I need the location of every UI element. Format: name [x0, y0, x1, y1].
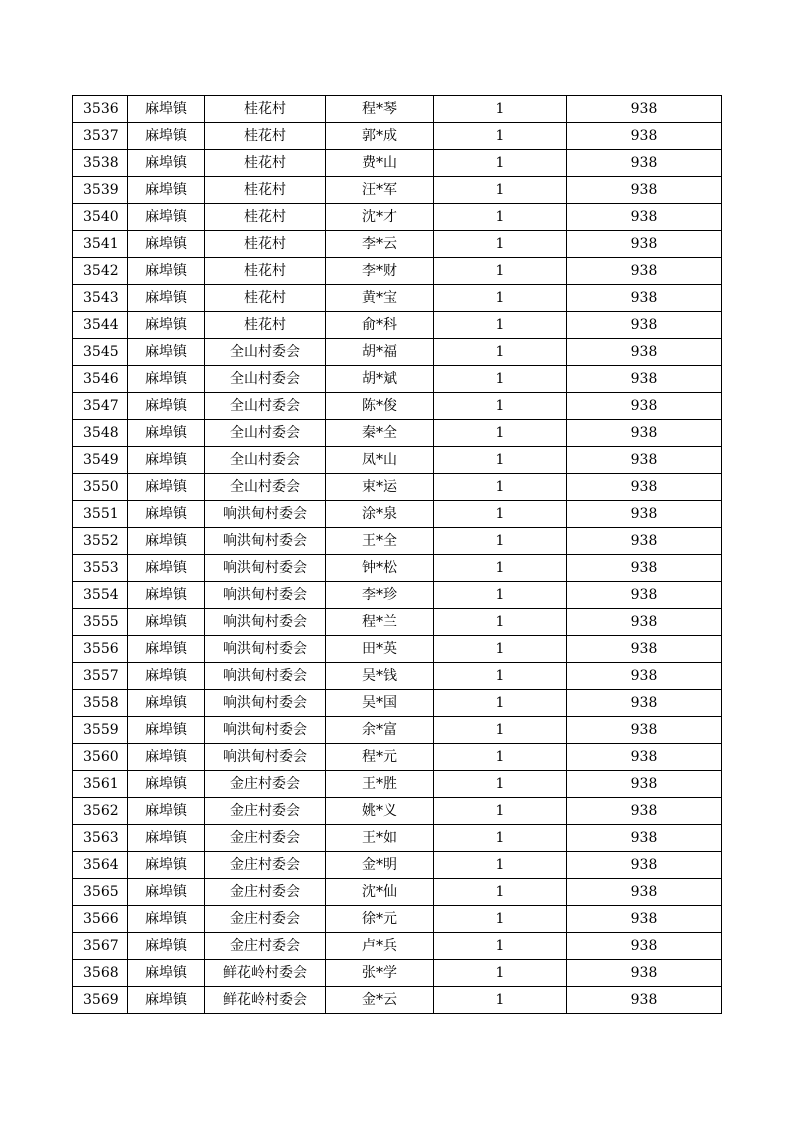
amount-cell: 938 — [567, 582, 722, 609]
roster-table — [72, 95, 722, 1014]
village-cell: 桂花村 — [205, 96, 326, 123]
table-row — [73, 717, 722, 744]
table-row — [73, 393, 722, 420]
row-number-cell: 3556 — [73, 636, 128, 663]
count-cell: 1 — [434, 879, 567, 906]
town-cell: 麻埠镇 — [128, 879, 205, 906]
row-number-cell: 3568 — [73, 960, 128, 987]
amount-cell: 938 — [567, 987, 722, 1014]
town-cell: 麻埠镇 — [128, 231, 205, 258]
village-cell: 桂花村 — [205, 204, 326, 231]
name-cell: 涂*泉 — [326, 501, 434, 528]
town-cell: 麻埠镇 — [128, 366, 205, 393]
row-number-cell: 3546 — [73, 366, 128, 393]
row-number-cell: 3565 — [73, 879, 128, 906]
count-cell: 1 — [434, 474, 567, 501]
amount-cell: 938 — [567, 906, 722, 933]
village-cell: 响洪甸村委会 — [205, 582, 326, 609]
village-cell: 桂花村 — [205, 231, 326, 258]
count-cell: 1 — [434, 852, 567, 879]
row-number-cell: 3539 — [73, 177, 128, 204]
name-cell: 徐*元 — [326, 906, 434, 933]
count-cell: 1 — [434, 771, 567, 798]
village-cell: 金庄村委会 — [205, 771, 326, 798]
town-cell: 麻埠镇 — [128, 123, 205, 150]
row-number-cell: 3543 — [73, 285, 128, 312]
name-cell: 钟*松 — [326, 555, 434, 582]
village-cell: 鲜花岭村委会 — [205, 960, 326, 987]
count-cell: 1 — [434, 582, 567, 609]
town-cell: 麻埠镇 — [128, 690, 205, 717]
village-cell: 全山村委会 — [205, 339, 326, 366]
village-cell: 桂花村 — [205, 150, 326, 177]
village-cell: 响洪甸村委会 — [205, 636, 326, 663]
amount-cell: 938 — [567, 447, 722, 474]
name-cell: 张*学 — [326, 960, 434, 987]
table-row — [73, 555, 722, 582]
row-number-cell: 3559 — [73, 717, 128, 744]
town-cell: 麻埠镇 — [128, 312, 205, 339]
count-cell: 1 — [434, 825, 567, 852]
row-number-cell: 3537 — [73, 123, 128, 150]
row-number-cell: 3562 — [73, 798, 128, 825]
town-cell: 麻埠镇 — [128, 150, 205, 177]
table-row — [73, 96, 722, 123]
count-cell: 1 — [434, 231, 567, 258]
count-cell: 1 — [434, 717, 567, 744]
count-cell: 1 — [434, 258, 567, 285]
town-cell: 麻埠镇 — [128, 987, 205, 1014]
amount-cell: 938 — [567, 339, 722, 366]
amount-cell: 938 — [567, 717, 722, 744]
amount-cell: 938 — [567, 879, 722, 906]
name-cell: 金*明 — [326, 852, 434, 879]
amount-cell: 938 — [567, 96, 722, 123]
count-cell: 1 — [434, 690, 567, 717]
amount-cell: 938 — [567, 744, 722, 771]
name-cell: 吴*钱 — [326, 663, 434, 690]
village-cell: 响洪甸村委会 — [205, 528, 326, 555]
name-cell: 程*琴 — [326, 96, 434, 123]
village-cell: 桂花村 — [205, 123, 326, 150]
count-cell: 1 — [434, 447, 567, 474]
row-number-cell: 3561 — [73, 771, 128, 798]
town-cell: 麻埠镇 — [128, 744, 205, 771]
village-cell: 全山村委会 — [205, 474, 326, 501]
count-cell: 1 — [434, 177, 567, 204]
village-cell: 响洪甸村委会 — [205, 501, 326, 528]
village-cell: 响洪甸村委会 — [205, 555, 326, 582]
amount-cell: 938 — [567, 501, 722, 528]
name-cell: 程*元 — [326, 744, 434, 771]
village-cell: 全山村委会 — [205, 447, 326, 474]
name-cell: 姚*义 — [326, 798, 434, 825]
table-row — [73, 150, 722, 177]
table-row — [73, 906, 722, 933]
count-cell: 1 — [434, 96, 567, 123]
name-cell: 金*云 — [326, 987, 434, 1014]
table-row — [73, 285, 722, 312]
town-cell: 麻埠镇 — [128, 825, 205, 852]
town-cell: 麻埠镇 — [128, 771, 205, 798]
table-row — [73, 447, 722, 474]
town-cell: 麻埠镇 — [128, 906, 205, 933]
row-number-cell: 3551 — [73, 501, 128, 528]
town-cell: 麻埠镇 — [128, 339, 205, 366]
count-cell: 1 — [434, 663, 567, 690]
row-number-cell: 3553 — [73, 555, 128, 582]
town-cell: 麻埠镇 — [128, 204, 205, 231]
table-row — [73, 825, 722, 852]
amount-cell: 938 — [567, 663, 722, 690]
amount-cell: 938 — [567, 420, 722, 447]
table-row — [73, 879, 722, 906]
town-cell: 麻埠镇 — [128, 852, 205, 879]
row-number-cell: 3557 — [73, 663, 128, 690]
village-cell: 全山村委会 — [205, 420, 326, 447]
village-cell: 桂花村 — [205, 312, 326, 339]
name-cell: 田*英 — [326, 636, 434, 663]
roster-table-body — [73, 96, 722, 1014]
table-row — [73, 987, 722, 1014]
name-cell: 秦*全 — [326, 420, 434, 447]
table-row — [73, 420, 722, 447]
table-row — [73, 123, 722, 150]
count-cell: 1 — [434, 393, 567, 420]
name-cell: 胡*斌 — [326, 366, 434, 393]
town-cell: 麻埠镇 — [128, 420, 205, 447]
count-cell: 1 — [434, 933, 567, 960]
table-row — [73, 663, 722, 690]
table-row — [73, 258, 722, 285]
village-cell: 响洪甸村委会 — [205, 663, 326, 690]
town-cell: 麻埠镇 — [128, 285, 205, 312]
town-cell: 麻埠镇 — [128, 96, 205, 123]
table-row — [73, 933, 722, 960]
count-cell: 1 — [434, 636, 567, 663]
table-row — [73, 312, 722, 339]
amount-cell: 938 — [567, 825, 722, 852]
village-cell: 全山村委会 — [205, 366, 326, 393]
town-cell: 麻埠镇 — [128, 501, 205, 528]
table-row — [73, 231, 722, 258]
table-row — [73, 609, 722, 636]
town-cell: 麻埠镇 — [128, 393, 205, 420]
count-cell: 1 — [434, 960, 567, 987]
count-cell: 1 — [434, 420, 567, 447]
name-cell: 黄*宝 — [326, 285, 434, 312]
amount-cell: 938 — [567, 933, 722, 960]
count-cell: 1 — [434, 906, 567, 933]
town-cell: 麻埠镇 — [128, 798, 205, 825]
town-cell: 麻埠镇 — [128, 582, 205, 609]
row-number-cell: 3541 — [73, 231, 128, 258]
row-number-cell: 3564 — [73, 852, 128, 879]
village-cell: 全山村委会 — [205, 393, 326, 420]
name-cell: 俞*科 — [326, 312, 434, 339]
village-cell: 金庄村委会 — [205, 798, 326, 825]
name-cell: 吴*国 — [326, 690, 434, 717]
village-cell: 金庄村委会 — [205, 879, 326, 906]
table-row — [73, 798, 722, 825]
amount-cell: 938 — [567, 150, 722, 177]
row-number-cell: 3542 — [73, 258, 128, 285]
row-number-cell: 3558 — [73, 690, 128, 717]
count-cell: 1 — [434, 339, 567, 366]
name-cell: 陈*俊 — [326, 393, 434, 420]
count-cell: 1 — [434, 312, 567, 339]
village-cell: 金庄村委会 — [205, 906, 326, 933]
amount-cell: 938 — [567, 636, 722, 663]
table-row — [73, 582, 722, 609]
count-cell: 1 — [434, 987, 567, 1014]
count-cell: 1 — [434, 366, 567, 393]
row-number-cell: 3569 — [73, 987, 128, 1014]
table-row — [73, 528, 722, 555]
town-cell: 麻埠镇 — [128, 663, 205, 690]
name-cell: 束*运 — [326, 474, 434, 501]
town-cell: 麻埠镇 — [128, 960, 205, 987]
name-cell: 沈*仙 — [326, 879, 434, 906]
amount-cell: 938 — [567, 609, 722, 636]
name-cell: 王*全 — [326, 528, 434, 555]
row-number-cell: 3563 — [73, 825, 128, 852]
village-cell: 响洪甸村委会 — [205, 690, 326, 717]
row-number-cell: 3547 — [73, 393, 128, 420]
village-cell: 鲜花岭村委会 — [205, 987, 326, 1014]
amount-cell: 938 — [567, 771, 722, 798]
table-row — [73, 636, 722, 663]
count-cell: 1 — [434, 150, 567, 177]
row-number-cell: 3549 — [73, 447, 128, 474]
amount-cell: 938 — [567, 960, 722, 987]
amount-cell: 938 — [567, 555, 722, 582]
row-number-cell: 3560 — [73, 744, 128, 771]
town-cell: 麻埠镇 — [128, 636, 205, 663]
name-cell: 余*富 — [326, 717, 434, 744]
amount-cell: 938 — [567, 528, 722, 555]
name-cell: 汪*军 — [326, 177, 434, 204]
row-number-cell: 3554 — [73, 582, 128, 609]
row-number-cell: 3540 — [73, 204, 128, 231]
name-cell: 凤*山 — [326, 447, 434, 474]
name-cell: 郭*成 — [326, 123, 434, 150]
table-row — [73, 960, 722, 987]
name-cell: 王*如 — [326, 825, 434, 852]
count-cell: 1 — [434, 123, 567, 150]
table-row — [73, 501, 722, 528]
town-cell: 麻埠镇 — [128, 528, 205, 555]
town-cell: 麻埠镇 — [128, 609, 205, 636]
table-row — [73, 366, 722, 393]
town-cell: 麻埠镇 — [128, 258, 205, 285]
count-cell: 1 — [434, 744, 567, 771]
amount-cell: 938 — [567, 231, 722, 258]
town-cell: 麻埠镇 — [128, 555, 205, 582]
row-number-cell: 3536 — [73, 96, 128, 123]
name-cell: 李*财 — [326, 258, 434, 285]
count-cell: 1 — [434, 609, 567, 636]
table-row — [73, 690, 722, 717]
count-cell: 1 — [434, 285, 567, 312]
table-row — [73, 744, 722, 771]
count-cell: 1 — [434, 204, 567, 231]
name-cell: 沈*才 — [326, 204, 434, 231]
village-cell: 桂花村 — [205, 177, 326, 204]
row-number-cell: 3544 — [73, 312, 128, 339]
count-cell: 1 — [434, 555, 567, 582]
town-cell: 麻埠镇 — [128, 447, 205, 474]
village-cell: 金庄村委会 — [205, 933, 326, 960]
row-number-cell: 3538 — [73, 150, 128, 177]
name-cell: 李*云 — [326, 231, 434, 258]
table-row — [73, 474, 722, 501]
village-cell: 桂花村 — [205, 258, 326, 285]
amount-cell: 938 — [567, 312, 722, 339]
table-row — [73, 852, 722, 879]
village-cell: 响洪甸村委会 — [205, 717, 326, 744]
count-cell: 1 — [434, 528, 567, 555]
row-number-cell: 3566 — [73, 906, 128, 933]
town-cell: 麻埠镇 — [128, 717, 205, 744]
village-cell: 响洪甸村委会 — [205, 744, 326, 771]
amount-cell: 938 — [567, 852, 722, 879]
name-cell: 王*胜 — [326, 771, 434, 798]
name-cell: 胡*福 — [326, 339, 434, 366]
town-cell: 麻埠镇 — [128, 177, 205, 204]
amount-cell: 938 — [567, 258, 722, 285]
town-cell: 麻埠镇 — [128, 933, 205, 960]
amount-cell: 938 — [567, 393, 722, 420]
amount-cell: 938 — [567, 123, 722, 150]
row-number-cell: 3555 — [73, 609, 128, 636]
amount-cell: 938 — [567, 285, 722, 312]
row-number-cell: 3567 — [73, 933, 128, 960]
amount-cell: 938 — [567, 474, 722, 501]
table-row — [73, 204, 722, 231]
count-cell: 1 — [434, 501, 567, 528]
table-row — [73, 339, 722, 366]
village-cell: 金庄村委会 — [205, 825, 326, 852]
table-row — [73, 771, 722, 798]
row-number-cell: 3545 — [73, 339, 128, 366]
amount-cell: 938 — [567, 204, 722, 231]
amount-cell: 938 — [567, 690, 722, 717]
count-cell: 1 — [434, 798, 567, 825]
town-cell: 麻埠镇 — [128, 474, 205, 501]
amount-cell: 938 — [567, 177, 722, 204]
village-cell: 金庄村委会 — [205, 852, 326, 879]
name-cell: 费*山 — [326, 150, 434, 177]
row-number-cell: 3552 — [73, 528, 128, 555]
row-number-cell: 3548 — [73, 420, 128, 447]
row-number-cell: 3550 — [73, 474, 128, 501]
table-row — [73, 177, 722, 204]
village-cell: 响洪甸村委会 — [205, 609, 326, 636]
name-cell: 程*兰 — [326, 609, 434, 636]
name-cell: 卢*兵 — [326, 933, 434, 960]
amount-cell: 938 — [567, 798, 722, 825]
amount-cell: 938 — [567, 366, 722, 393]
village-cell: 桂花村 — [205, 285, 326, 312]
name-cell: 李*珍 — [326, 582, 434, 609]
